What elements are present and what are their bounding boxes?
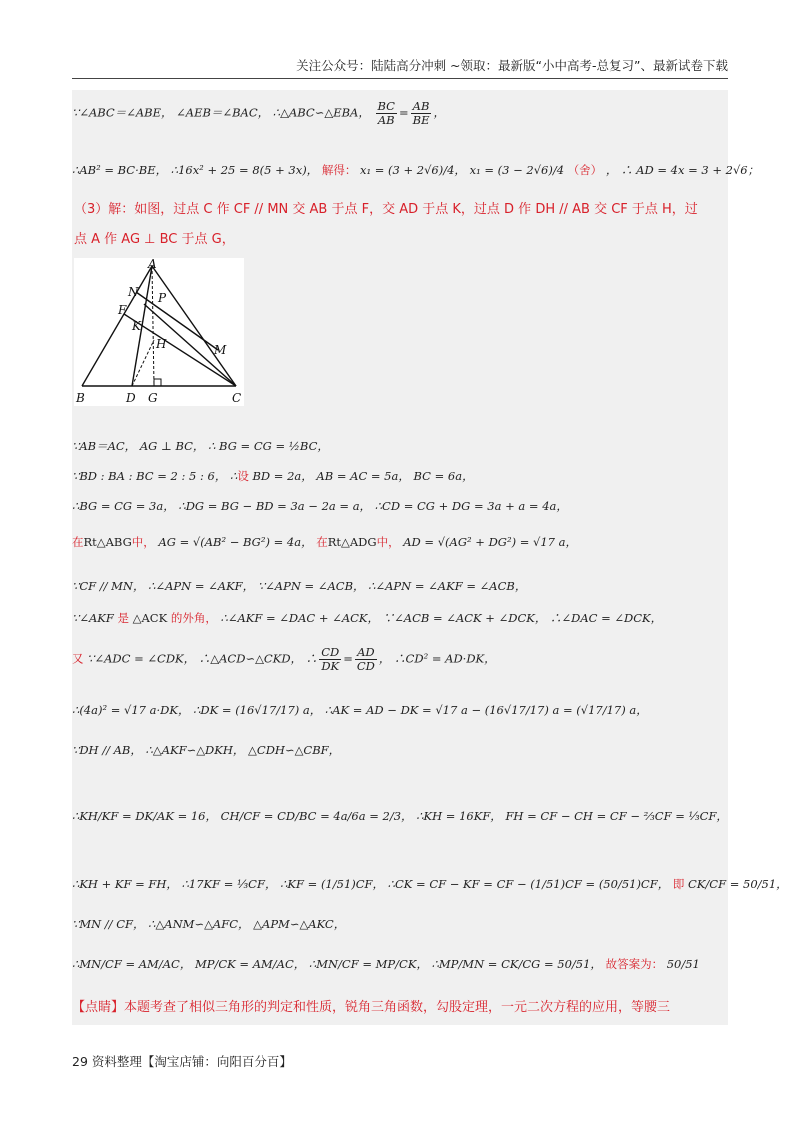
line-6: ∴BG = CG = 3a， ∴DG = BG − BD = 3a − 2a = a， ∴CD = CG + DG = 3a + a = 4a， (72, 499, 568, 513)
line-9 (72, 610, 662, 626)
triangle-figure (74, 258, 244, 406)
page-footer (72, 1052, 292, 1070)
fraction-ab-be: $\frac{AB}{BE}$ (412, 99, 430, 127)
label-a: A (148, 258, 157, 271)
triangle-diagram (74, 258, 244, 406)
triangle-abg: Rt△ABG (83, 535, 132, 549)
label-d: D (126, 391, 136, 405)
line-4: ∵AB＝AC， AG ⊥ BC， ∴ BG = CG = ½BC， (72, 439, 329, 453)
set-label: 设 (237, 469, 249, 483)
in-label-1: 在 (72, 535, 84, 549)
solve-label: 解得： (321, 163, 357, 177)
discard-label: （舍） (567, 163, 603, 177)
line-2-equation: ∴AB² = BC·BE， ∴16x² + 25 = 8(5 + 3x)， (72, 163, 319, 177)
also-label: 又 (72, 651, 84, 666)
label-b: B (76, 391, 85, 405)
triangle-adg: Rt△ADG (327, 535, 377, 549)
line-5-values: BD = 2a， AB = AC = 5a， BC = 6a， (252, 469, 474, 483)
label-k: K (132, 319, 141, 333)
label-c: C (232, 391, 242, 405)
line-8: ∵CF // MN， ∴∠APN = ∠AKF， ∵∠APN = ∠ACB， ∴∠APN = ∠AKF = ∠ACB， (72, 579, 527, 593)
fraction-bc-ab: $\frac{BC}{AB}$ (377, 99, 395, 127)
line-13: ∴KH/KF = DK/AK = 16， CH/CF = CD/BC = 4a/6a = 2/3， ∴KH = 16KF， FH = CF − CH = CF − ⅔CF = ⅓CF， (72, 809, 728, 823)
label-p: P (158, 291, 167, 305)
in-label-2: 在 (316, 535, 328, 549)
line-10-product: ∴CD² = AD·DK， (394, 651, 496, 666)
line-1-text: ∵∠ABC＝∠ABE， ∠AEB＝∠BAC， ∴△ABC∽△EBA， (72, 105, 370, 120)
tip-text: 【点睛】本题考查了相似三角形的判定和性质，锐角三角函数，勾股定理，一元二次方程的应用，等腰三 (72, 1000, 671, 1015)
line-14 (72, 876, 788, 892)
page-header: 关注公众号：陆陆高分冲刺 ~领取：最新版“小中高考-总复习”、最新试卷下载 (72, 56, 728, 79)
fraction-cd-dk: $\frac{CD}{DK}$ (321, 645, 340, 673)
line-10: 又 ∵∠ADC = ∠CDK， ∴△ACD∽△CKD， ∴ $\frac{CD}{DK}$ = $\frac{AD}{CD}$ ， ∴CD² = AD·DK， (72, 645, 496, 673)
line-16 (72, 956, 700, 972)
exterior-angle-label: 的外角， (170, 611, 217, 625)
label-h: H (156, 337, 167, 351)
triangle-ack: △ACK (132, 611, 168, 625)
line-1: ∵∠ABC＝∠ABE， ∠AEB＝∠BAC， ∴△ABC∽△EBA， $\frac{BC}{AB}$ = $\frac{AB}{BE}$ ， (72, 99, 445, 127)
label-g: G (148, 391, 158, 405)
middle-label-2: 中， (376, 535, 400, 549)
line-11: ∴(4a)² = √17 a·DK， ∴DK = (16√17/17) a， ∴AK = AD − DK = √17 a − (16√17/17) a = (√17/17) a， (72, 703, 648, 717)
fraction-ad-cd: $\frac{AD}{CD}$ (356, 645, 375, 673)
footer-text: 资料整理【淘宝店铺：向阳百分百】 (91, 1054, 292, 1069)
part-3-text-a: （3）解：如图，过点 C 作 CF // MN 交 AB 于点 F，交 AD 于点 K，过点 D 作 DH // AB 交 CF 于点 H，过 (74, 202, 698, 217)
answer-value: 50/51 (666, 957, 700, 971)
line-10-similar: ∵∠ADC = ∠CDK， ∴△ACD∽△CKD， (87, 651, 303, 666)
line-5-ratio: ∵BD : BA : BC = 2 : 5 : 6， ∴ (72, 469, 238, 483)
page-number: 29 (72, 1054, 88, 1069)
line-16-text: ∴MN/CF = AM/AC， MP/CK = AM/AC， ∴MN/CF = MP/CK， ∴MP/MN = CK/CG = 50/51， (72, 957, 602, 971)
is-label: 是 (117, 611, 129, 625)
line-2 (72, 162, 759, 178)
angle-akf: ∵∠AKF (72, 611, 114, 625)
part-3-text-b: 点 A 作 AG ⊥ BC 于点 G， (74, 232, 235, 247)
ie-label: 即 (672, 877, 685, 891)
answer-label: 故答案为： (605, 957, 664, 971)
label-n: N (128, 285, 139, 299)
ag-formula: AG = √(AB² − BG²) = 4a， (158, 535, 313, 549)
line-12: ∵DH // AB， ∴△AKF∽△DKH， △CDH∽△CBF， (72, 743, 341, 757)
label-m: M (214, 343, 227, 357)
line-14-ratio: CK/CF = 50/51， (688, 877, 788, 891)
line-7 (72, 534, 577, 550)
line-2-roots: x₁ = (3 + 2√6)/4， x₁ = (3 − 2√6)/4 (360, 163, 565, 177)
solution-content (72, 90, 788, 1025)
line-15: ∵MN // CF， ∴△ANM∽△AFC， △APM∽△AKC， (72, 917, 346, 931)
line-5 (72, 468, 474, 484)
line-2-result: ， ∴ AD = 4x = 3 + 2√6； (605, 163, 760, 177)
ad-formula: AD = √(AG² + DG²) = √17 a， (403, 535, 577, 549)
line-14-text: ∴KH + KF = FH， ∴17KF = ⅓CF， ∴KF = (1/51)CF， ∴CK = CF − KF = CF − (1/51)CF = (50/51)CF， (72, 877, 670, 891)
line-9-angles: ∴∠AKF = ∠DAC + ∠ACK， ∵∠ACB = ∠ACK + ∠DCK， ∴∠DAC = ∠DCK， (220, 611, 663, 625)
middle-label-1: 中， (131, 535, 155, 549)
label-f: F (118, 303, 127, 317)
